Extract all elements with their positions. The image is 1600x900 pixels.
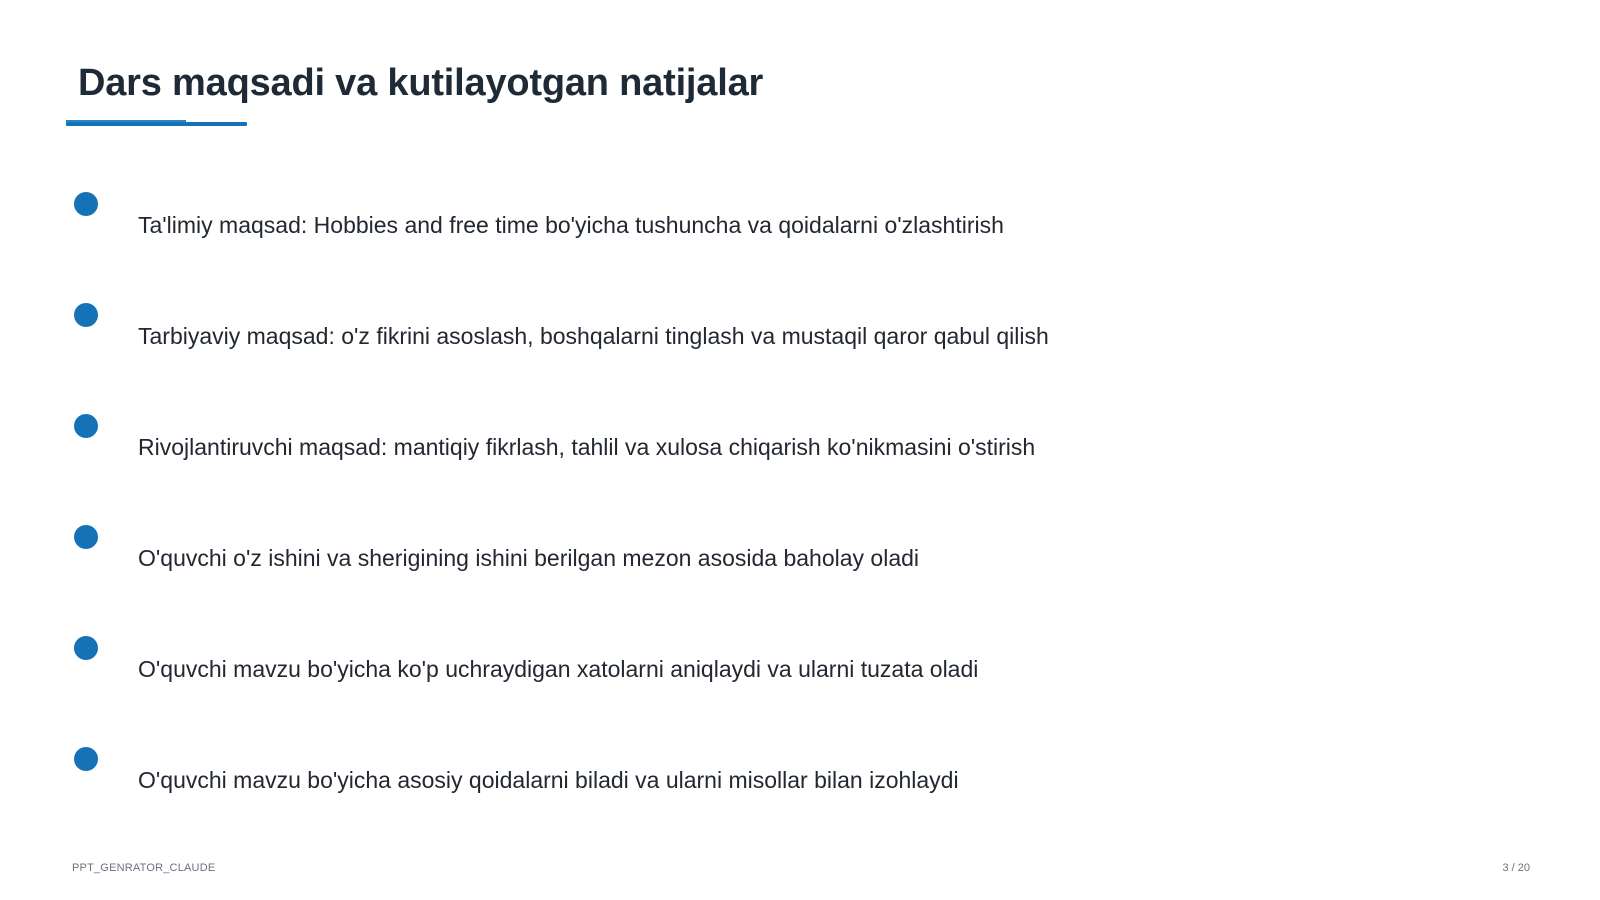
list-item: [0, 414, 1400, 474]
list-item-text: Ta'limiy maqsad: Hobbies and free time bo'yicha tushuncha va qoidalarni o'zlashtirish: [138, 212, 1004, 238]
list-item: [0, 525, 1400, 585]
bullet-dot-icon: [74, 414, 98, 438]
bullet-dot-icon: [74, 303, 98, 327]
list-item: [0, 636, 1400, 696]
list-item-text: O'quvchi o'z ishini va sherigining ishini berilgan mezon asosida baholay oladi: [138, 545, 920, 571]
slide-title: Dars maqsadi va kutilayotgan natijalar: [78, 62, 764, 104]
list-item: [0, 303, 1400, 363]
list-item: [0, 747, 1400, 807]
list-item: [0, 192, 1400, 252]
bullet-dot-icon: [74, 192, 98, 216]
footer-source-label: PPT_GENRATOR_CLAUDE: [72, 862, 216, 874]
list-item-text: O'quvchi mavzu bo'yicha ko'p uchraydigan xatolarni aniqlaydi va ularni tuzata oladi: [138, 656, 979, 682]
list-item-text: O'quvchi mavzu bo'yicha asosiy qoidalarni biladi va ularni misollar bilan izohlaydi: [138, 767, 959, 793]
list-item-text: Rivojlantiruvchi maqsad: mantiqiy fikrlash, tahlil va xulosa chiqarish ko'nikmasini o'stirish: [138, 434, 1036, 460]
bullet-dot-icon: [74, 747, 98, 771]
bullet-dot-icon: [74, 525, 98, 549]
page-indicator: 3 / 20: [1502, 862, 1530, 874]
bullet-dot-icon: [74, 636, 98, 660]
list-item-text: Tarbiyaviy maqsad: o'z fikrini asoslash, boshqalarni tinglash va mustaqil qaror qabul qilish: [138, 323, 1049, 349]
